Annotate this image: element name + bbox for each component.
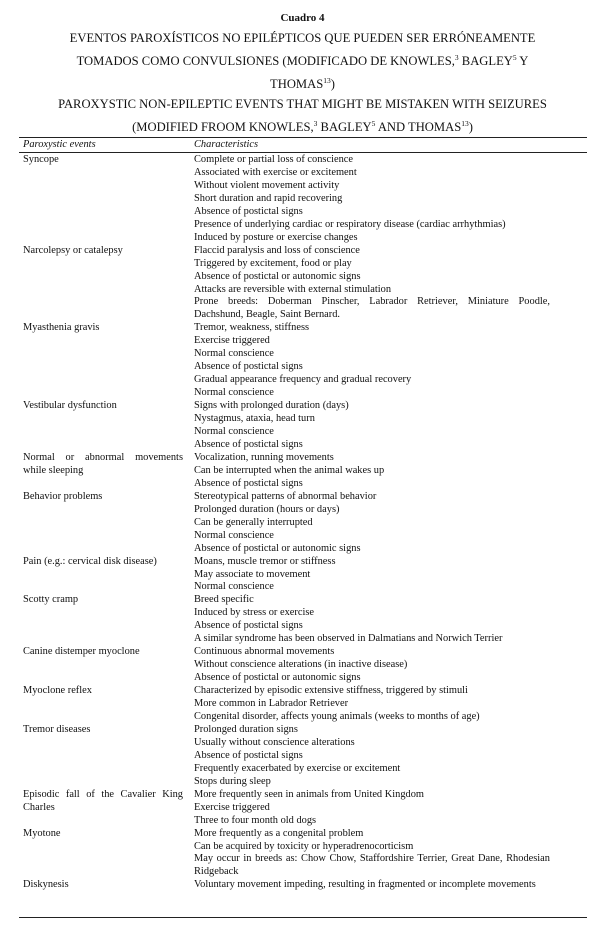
event-name: Narcolepsy or catalepsy — [23, 244, 123, 256]
table-row — [0, 400, 605, 452]
event-name: Vestibular dysfunction — [23, 400, 117, 412]
table-row — [0, 556, 605, 595]
characteristics-cell — [194, 594, 550, 646]
characteristic-item: Can be generally interrupted — [194, 516, 313, 528]
characteristic-item: Absence of postictal signs — [194, 620, 303, 632]
characteristics-cell — [194, 491, 550, 556]
characteristic-item: Complete or partial loss of conscience — [194, 154, 353, 165]
event-name: Tremor diseases — [23, 723, 91, 735]
characteristic-item: Tremor, weakness, stiffness — [194, 322, 310, 334]
characteristic-item: Short duration and rapid recovering — [194, 192, 343, 204]
characteristics-cell — [194, 828, 550, 880]
table-row — [0, 594, 605, 646]
title-english-line: PAROXYSTIC NON-EPILEPTIC EVENTS THAT MIGHT BE MISTAKEN WITH SEIZURES — [58, 97, 547, 111]
characteristic-item: Can be acquired by toxicity or hyperadrenocorticism — [194, 840, 414, 852]
characteristic-item: Normal conscience — [194, 426, 274, 438]
characteristics-cell — [194, 646, 550, 685]
table-row — [0, 245, 605, 323]
characteristic-item: A similar syndrome has been observed in Dalmatians and Norwich Terrier — [194, 633, 503, 645]
characteristic-item: Absence of postictal signs — [194, 438, 303, 450]
table-row — [0, 646, 605, 685]
characteristic-item: Normal conscience — [194, 581, 274, 593]
event-name: Scotty cramp — [23, 594, 79, 606]
characteristics-cell — [194, 452, 550, 491]
characteristic-item: Absence of postictal or autonomic signs — [194, 270, 361, 282]
header-paroxystic-events: Paroxystic events — [23, 139, 96, 150]
event-name: Myoclone reflex — [23, 685, 92, 697]
characteristic-item: Triggered by excitement, food or play — [194, 257, 352, 269]
characteristic-item: Absence of postictal signs — [194, 205, 303, 217]
event-name: Diskynesis — [23, 879, 69, 891]
characteristic-item: May associate to movement — [194, 568, 311, 580]
characteristic-item: Frequently exacerbated by exercise or excitement — [194, 762, 401, 774]
characteristic-item: Exercise triggered — [194, 335, 270, 347]
characteristic-item: Stops during sleep — [194, 775, 271, 787]
characteristic-item: Breed specific — [194, 594, 254, 606]
characteristic-item: Without conscience alterations (in inactive disease) — [194, 659, 408, 671]
characteristic-item: Absence of postictal signs — [194, 477, 303, 489]
characteristic-item: Absence of postictal signs — [194, 749, 303, 761]
event-name: Pain (e.g.: cervical disk disease) — [23, 555, 157, 567]
characteristic-item: Absence of postictal signs — [194, 361, 303, 373]
characteristic-item: Congenital disorder, affects young animals (weeks to months of age) — [194, 710, 480, 722]
characteristics-cell — [194, 724, 550, 789]
table-row — [0, 322, 605, 400]
characteristic-item: Absence of postictal or autonomic signs — [194, 542, 361, 554]
table-row — [0, 828, 605, 880]
characteristic-item: Absence of postictal or autonomic signs — [194, 672, 361, 684]
characteristic-item: Prone breeds: Doberman Pinscher, Labrador Retriever, Miniature Poodle, Dachshund, Beagle, Saint Bernard. — [194, 296, 550, 321]
characteristics-cell — [194, 879, 550, 892]
characteristic-item: Normal conscience — [194, 387, 274, 399]
characteristic-item: Moans, muscle tremor or stiffness — [194, 555, 336, 567]
event-name: Normal or abnormal movements while sleeping — [23, 451, 183, 476]
characteristics-cell — [194, 245, 550, 323]
characteristic-item: Associated with exercise or excitement — [194, 166, 357, 178]
table-row — [0, 154, 605, 245]
event-name: Syncope — [23, 154, 59, 165]
characteristic-item: May occur in breeds as: Chow Chow, Staffordshire Terrier, Great Dane, Rhodesian Ridgeback — [194, 853, 550, 878]
characteristics-cell — [194, 789, 550, 828]
table-header-rule — [19, 152, 587, 153]
characteristic-item: Presence of underlying cardiac or respiratory disease (cardiac arrhythmias) — [194, 218, 506, 230]
table-row — [0, 879, 605, 892]
characteristic-item: Characterized by episodic extensive stiffness, triggered by stimuli — [194, 685, 468, 697]
characteristics-cell — [194, 556, 550, 595]
characteristic-item: Flaccid paralysis and loss of conscience — [194, 244, 360, 256]
title-spanish — [10, 27, 595, 96]
table-row — [0, 491, 605, 556]
characteristic-item: Exercise triggered — [194, 801, 270, 813]
event-name: Canine distemper myoclone — [23, 646, 140, 658]
table-row — [0, 452, 605, 491]
characteristic-item: Prolonged duration signs — [194, 723, 298, 735]
characteristic-item: More common in Labrador Retriever — [194, 698, 349, 710]
table-row — [0, 789, 605, 828]
characteristic-item: Usually without conscience alterations — [194, 736, 355, 748]
table-row — [0, 724, 605, 789]
characteristic-item: Normal conscience — [194, 348, 274, 360]
event-name: Myasthenia gravis — [23, 322, 100, 334]
characteristic-item: Gradual appearance frequency and gradual recovery — [194, 374, 412, 386]
header-characteristics: Characteristics — [194, 139, 259, 150]
characteristic-item: Can be interrupted when the animal wakes up — [194, 464, 385, 476]
characteristic-item: Nystagmus, ataxia, head turn — [194, 413, 315, 425]
title-english — [10, 93, 595, 139]
title-spanish-line: TOMADOS COMO CONVULSIONES (MODIFICADO DE KNOWLES,$^3$ BAGLEY$^5$ Y — [76, 53, 529, 68]
characteristic-item: Voluntary movement impeding, resulting in fragmented or incomplete movements — [194, 879, 536, 891]
title-spanish-line: EVENTOS PAROXÍSTICOS NO EPILÉPTICOS QUE PUEDEN SER ERRÓNEAMENTE — [69, 31, 536, 45]
characteristic-item: Three to four month old dogs — [194, 814, 317, 826]
characteristic-item: Continuous abnormal movements — [194, 646, 335, 658]
table-header-row — [0, 138, 605, 152]
characteristic-item: Stereotypical patterns of abnormal behavior — [194, 490, 377, 502]
table-row — [0, 685, 605, 724]
characteristic-item: Without violent movement activity — [194, 179, 340, 191]
characteristic-item: Vocalization, running movements — [194, 451, 334, 463]
title-english-line: (MODIFIED FROOM KNOWLES,$^3$ BAGLEY$^5$ AND THOMAS$^{13}$) — [132, 119, 473, 134]
title-spanish-line: THOMAS$^{13}$) — [270, 76, 335, 91]
table-caption: Cuadro 4 — [280, 12, 325, 24]
event-name: Myotone — [23, 827, 61, 839]
characteristic-item: Normal conscience — [194, 529, 274, 541]
characteristic-item: Signs with prolonged duration (days) — [194, 400, 349, 412]
event-name: Episodic fall of the Cavalier King Charles — [23, 788, 183, 813]
characteristic-item: More frequently as a congenital problem — [194, 827, 364, 839]
characteristics-cell — [194, 685, 550, 724]
characteristics-cell — [194, 154, 550, 245]
characteristics-cell — [194, 400, 550, 452]
characteristic-item: More frequently seen in animals from United Kingdom — [194, 788, 424, 800]
table-bottom-rule — [19, 917, 587, 918]
characteristic-item: Attacks are reversible with external stimulation — [194, 283, 392, 295]
characteristic-item: Induced by posture or exercise changes — [194, 231, 358, 243]
characteristic-item: Induced by stress or exercise — [194, 607, 315, 619]
event-name: Behavior problems — [23, 490, 103, 502]
characteristics-cell — [194, 322, 550, 400]
table-body — [0, 154, 605, 892]
characteristic-item: Prolonged duration (hours or days) — [194, 503, 340, 515]
